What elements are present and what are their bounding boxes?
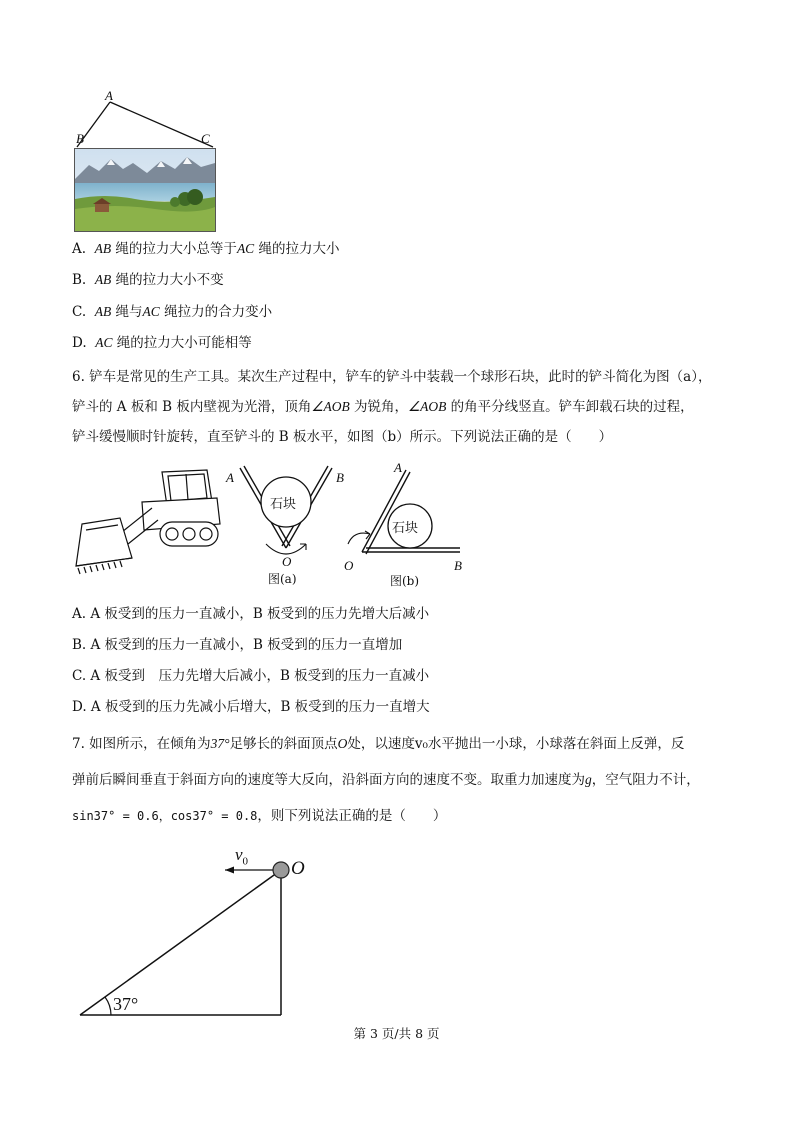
fig-a-stone-label: 石块 xyxy=(270,497,297,512)
point-a-label: A xyxy=(105,88,113,103)
q6-option-a: A. A 板受到的压力一直减小，B 板受到的压力先增大后减小 xyxy=(72,606,430,622)
q7-stem-line2: 弹前后瞬间垂直于斜面方向的速度等大反向，沿斜面方向的速度不变。取重力加速度为g，空气阻力不计， xyxy=(72,772,700,788)
q6-stem-line1: 6. 铲车是常见的生产工具。某次生产过程中，铲车的铲斗中装载一个球形石块，此时的铲斗简化为图（a）， xyxy=(72,369,712,385)
fig-a-label-b: B xyxy=(336,470,344,485)
q6-stem-line2: 铲斗的 A 板和 B 板内壁视为光滑，顶角∠AOB 为锐角，∠AOB 的角平分线竖直。铲车卸载石块的过程， xyxy=(72,399,694,415)
ball-icon xyxy=(273,862,289,878)
incline-figure xyxy=(75,840,335,1020)
v0-label: $v_0$ xyxy=(235,845,249,868)
q7-stem-line1: 7. 如图所示，在倾角为37°足够长的斜面顶点O处，以速度v₀水平抛出一小球，小球落在斜面上反弹，反 xyxy=(72,736,685,752)
q7-stem-line3: sin37° = 0.6，cos37° = 0.8，则下列说法正确的是（ ） xyxy=(72,808,447,824)
bulldozer-illustration xyxy=(72,462,222,582)
rope-figure xyxy=(70,88,220,233)
q6-option-b: B. A 板受到的压力一直减小，B 板受到的压力一直增加 xyxy=(72,637,403,653)
q6-option-d: D. A 板受到的压力先减小后增大，B 板受到的压力一直增大 xyxy=(72,699,430,715)
fig-b-label-b: B xyxy=(454,558,462,573)
q5-option-c: C. AB 绳与AC 绳拉力的合力变小 xyxy=(72,304,273,320)
q5-option-b: B. AB 绳的拉力大小不变 xyxy=(72,272,224,288)
q5-option-d: D. AC 绳的拉力大小可能相等 xyxy=(72,335,252,351)
q5-option-a: A. AB 绳的拉力大小总等于AC 绳的拉力大小 xyxy=(72,241,340,257)
figure-b xyxy=(340,460,470,590)
fig-b-label-a: A xyxy=(394,460,402,475)
point-o-label: O xyxy=(291,858,305,879)
angle-label: 37° xyxy=(113,994,139,1014)
fig-a-caption: 图(a) xyxy=(268,572,297,586)
q6-option-c: C. A 板受到 压力先增大后减小，B 板受到的压力一直减小 xyxy=(72,668,430,684)
q6-stem-line3: 铲斗缓慢顺时针旋转，直至铲斗的 B 板水平，如图（b）所示。下列说法正确的是（ ） xyxy=(72,429,613,445)
point-b-label: B xyxy=(76,131,84,146)
page-footer: 第 3 页/共 8 页 xyxy=(353,1026,440,1041)
landscape-photo xyxy=(74,148,216,232)
figure-a xyxy=(222,460,350,590)
fig-b-caption: 图(b) xyxy=(390,574,420,588)
fig-b-stone-label: 石块 xyxy=(392,521,419,536)
fig-a-label-o: O xyxy=(282,554,292,569)
fig-a-label-a: A xyxy=(226,470,234,485)
point-c-label: C xyxy=(201,131,210,146)
fig-b-label-o: O xyxy=(344,558,354,573)
